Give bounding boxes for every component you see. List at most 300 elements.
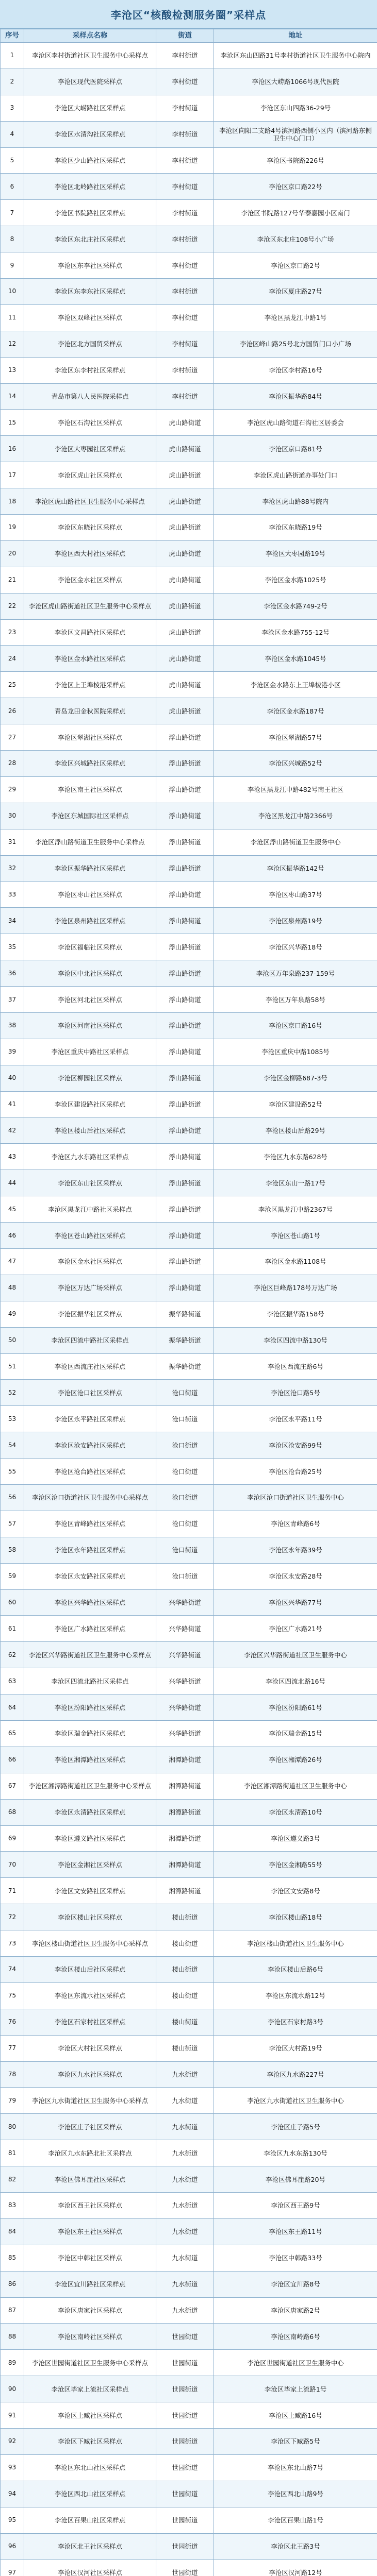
cell-index: 41 <box>1 1091 24 1117</box>
cell-address: 李沧区金水路755-12号 <box>214 619 377 646</box>
cell-index: 95 <box>1 2507 24 2533</box>
cell-index: 50 <box>1 1327 24 1353</box>
cell-index: 26 <box>1 698 24 724</box>
cell-index: 14 <box>1 383 24 410</box>
table-row <box>1 2140 377 2166</box>
cell-index: 57 <box>1 1511 24 1537</box>
table-row <box>1 1380 377 1406</box>
cell-street: 李村街道 <box>156 279 214 305</box>
table-row <box>1 410 377 436</box>
table-row <box>1 304 377 331</box>
cell-address: 李沧区翠湖路57号 <box>214 724 377 751</box>
cell-street: 振华路街道 <box>156 1353 214 1380</box>
cell-name: 青岛龙田金秋医院采样点 <box>24 698 156 724</box>
cell-street: 世园街道 <box>156 2324 214 2350</box>
cell-name: 李沧区振华路社区采样点 <box>24 855 156 882</box>
table-row <box>1 1406 377 1432</box>
cell-name: 李沧区四流北路社区采样点 <box>24 1668 156 1694</box>
cell-index: 53 <box>1 1406 24 1432</box>
cell-name: 李沧区青峰路社区采样点 <box>24 1511 156 1537</box>
cell-index: 68 <box>1 1799 24 1825</box>
cell-street: 李村街道 <box>156 174 214 200</box>
table-row <box>1 1248 377 1275</box>
cell-name: 李沧区浮山路街道卫生服务中心采样点 <box>24 829 156 855</box>
cell-index: 89 <box>1 2350 24 2376</box>
cell-name: 李沧区河南社区采样点 <box>24 1012 156 1039</box>
cell-street: 九水街道 <box>156 2218 214 2245</box>
cell-name: 李沧区中韩社区采样点 <box>24 2245 156 2271</box>
cell-index: 94 <box>1 2481 24 2507</box>
cell-index: 81 <box>1 2140 24 2166</box>
cell-name: 李沧区遵义路社区采样点 <box>24 1825 156 1852</box>
cell-address: 李沧区黑龙江中路1号 <box>214 304 377 331</box>
cell-name: 李沧区虎山路街道社区卫生服务中心采样点 <box>24 593 156 619</box>
cell-name: 李沧区金水社区采样点 <box>24 567 156 593</box>
cell-index: 12 <box>1 331 24 357</box>
table-row <box>1 1904 377 1930</box>
cell-address: 李沧区青峰路6号 <box>214 1511 377 1537</box>
cell-index: 40 <box>1 1065 24 1091</box>
cell-index: 91 <box>1 2402 24 2429</box>
cell-index: 47 <box>1 1248 24 1275</box>
table-row <box>1 2088 377 2114</box>
cell-street: 浮山路街道 <box>156 803 214 829</box>
cell-index: 33 <box>1 882 24 908</box>
cell-address: 李沧区京口路81号 <box>214 436 377 462</box>
table-row <box>1 1589 377 1616</box>
table-row <box>1 2454 377 2481</box>
cell-address: 李沧区楼山后路6号 <box>214 1957 377 1983</box>
table-row <box>1 1721 377 1747</box>
cell-address: 李沧区振华路84号 <box>214 383 377 410</box>
cell-address: 李沧区振华路142号 <box>214 855 377 882</box>
cell-address: 李沧区虎山路88号院内 <box>214 488 377 515</box>
cell-street: 兴华路街道 <box>156 1589 214 1616</box>
column-header-index: 序号 <box>1 29 24 43</box>
table-row <box>1 646 377 672</box>
cell-index: 60 <box>1 1589 24 1616</box>
cell-street: 李村街道 <box>156 331 214 357</box>
cell-street: 兴华路街道 <box>156 1721 214 1747</box>
cell-index: 22 <box>1 593 24 619</box>
cell-index: 37 <box>1 987 24 1013</box>
table-row <box>1 1065 377 1091</box>
cell-address: 李沧区沧台路25号 <box>214 1459 377 1485</box>
cell-name: 李沧区李村街道社区卫生服务中心采样点 <box>24 43 156 69</box>
table-row <box>1 1747 377 1773</box>
cell-index: 38 <box>1 1012 24 1039</box>
cell-address: 李沧区下臧路5号 <box>214 2429 377 2455</box>
cell-street: 浮山路街道 <box>156 987 214 1013</box>
cell-index: 49 <box>1 1301 24 1327</box>
cell-name: 李沧区石沟社区采样点 <box>24 410 156 436</box>
cell-street: 李村街道 <box>156 69 214 95</box>
cell-address: 李沧区湘潭路街道社区卫生服务中心 <box>214 1773 377 1799</box>
cell-address: 李沧区金水路1025号 <box>214 567 377 593</box>
cell-name: 李沧区苍山路社区采样点 <box>24 1223 156 1249</box>
cell-street: 兴华路街道 <box>156 1668 214 1694</box>
cell-index: 86 <box>1 2271 24 2297</box>
cell-name: 李沧区文安路社区采样点 <box>24 1878 156 1904</box>
table-row <box>1 515 377 541</box>
cell-name: 李沧区泉州路社区采样点 <box>24 908 156 934</box>
table-row <box>1 2193 377 2219</box>
cell-name: 李沧区西北山社区采样点 <box>24 2481 156 2507</box>
cell-address: 李沧区楼山街道社区卫生服务中心 <box>214 1930 377 1957</box>
cell-address: 李沧区永清路10号 <box>214 1799 377 1825</box>
table-row <box>1 960 377 987</box>
cell-name: 李沧区汾阳路社区采样点 <box>24 1694 156 1721</box>
page-title: 李沧区“核酸检测服务圈”采样点 <box>0 0 377 29</box>
cell-address: 李沧区四流中路130号 <box>214 1327 377 1353</box>
cell-name: 李沧区东晓社区采样点 <box>24 515 156 541</box>
cell-name: 李沧区柳园社区采样点 <box>24 1065 156 1091</box>
cell-index: 97 <box>1 2560 24 2576</box>
cell-street: 李村街道 <box>156 95 214 121</box>
cell-street: 九水街道 <box>156 2140 214 2166</box>
cell-street: 沧口街道 <box>156 1459 214 1485</box>
cell-street: 沧口街道 <box>156 1537 214 1563</box>
table-row <box>1 383 377 410</box>
table-row <box>1 2271 377 2297</box>
table-row <box>1 2324 377 2350</box>
cell-address: 李沧区大村路19号 <box>214 2035 377 2061</box>
cell-address: 李沧区遵义路3号 <box>214 1825 377 1852</box>
cell-index: 20 <box>1 540 24 567</box>
cell-name: 李沧区振华社区采样点 <box>24 1301 156 1327</box>
cell-street: 沧口街道 <box>156 1380 214 1406</box>
cell-address: 李沧区兴华路77号 <box>214 1589 377 1616</box>
cell-name: 李沧区沧安路社区采样点 <box>24 1432 156 1459</box>
table-row <box>1 1459 377 1485</box>
cell-index: 92 <box>1 2429 24 2455</box>
table-row <box>1 1353 377 1380</box>
cell-address: 李沧区东晓路19号 <box>214 515 377 541</box>
cell-street: 楼山街道 <box>156 1957 214 1983</box>
cell-address: 李沧区金水路749-2号 <box>214 593 377 619</box>
cell-address: 李沧区书院路226号 <box>214 147 377 174</box>
table-row <box>1 934 377 960</box>
table-header-row <box>1 29 377 43</box>
cell-index: 19 <box>1 515 24 541</box>
cell-address: 李沧区永平路11号 <box>214 1406 377 1432</box>
cell-name: 李沧区楼山后社区采样点 <box>24 1957 156 1983</box>
table-row <box>1 1275 377 1301</box>
cell-index: 55 <box>1 1459 24 1485</box>
cell-address: 李沧区沧口路5号 <box>214 1380 377 1406</box>
cell-index: 44 <box>1 1170 24 1196</box>
cell-address: 李沧区四流北路16号 <box>214 1668 377 1694</box>
cell-index: 54 <box>1 1432 24 1459</box>
cell-street: 李村街道 <box>156 200 214 226</box>
cell-address: 李沧区西北山路9号 <box>214 2481 377 2507</box>
cell-address: 李沧区重庆中路1085号 <box>214 1039 377 1065</box>
cell-street: 浮山路街道 <box>156 934 214 960</box>
cell-name: 李沧区九水东路社区采样点 <box>24 1144 156 1170</box>
cell-index: 29 <box>1 776 24 803</box>
cell-name: 李沧区北方国贸采样点 <box>24 331 156 357</box>
cell-name: 李沧区湘潭路社区采样点 <box>24 1747 156 1773</box>
cell-street: 九水街道 <box>156 2114 214 2140</box>
cell-address: 李沧区兴城路52号 <box>214 751 377 777</box>
cell-address: 李沧区书院路127号华泰嘉园小区南门 <box>214 200 377 226</box>
cell-street: 湘潭路街道 <box>156 1878 214 1904</box>
cell-index: 66 <box>1 1747 24 1773</box>
cell-street: 浮山路街道 <box>156 1170 214 1196</box>
cell-street: 浮山路街道 <box>156 908 214 934</box>
table-row <box>1 1012 377 1039</box>
cell-index: 87 <box>1 2297 24 2324</box>
cell-address: 李沧区苍山路1号 <box>214 1223 377 1249</box>
cell-address: 李沧区金水路1045号 <box>214 646 377 672</box>
cell-index: 48 <box>1 1275 24 1301</box>
cell-street: 浮山路街道 <box>156 855 214 882</box>
cell-street: 世园街道 <box>156 2481 214 2507</box>
cell-street: 虎山路街道 <box>156 619 214 646</box>
cell-index: 3 <box>1 95 24 121</box>
cell-street: 兴华路街道 <box>156 1616 214 1642</box>
cell-street: 世园街道 <box>156 2350 214 2376</box>
table-row <box>1 672 377 698</box>
cell-street: 楼山街道 <box>156 2009 214 2035</box>
table-row <box>1 1117 377 1144</box>
cell-index: 69 <box>1 1825 24 1852</box>
cell-name: 李沧区兴华路社区采样点 <box>24 1589 156 1616</box>
table-row <box>1 462 377 488</box>
table-row <box>1 436 377 462</box>
cell-address: 李沧区东流水路12号 <box>214 1982 377 2009</box>
cell-name: 李沧区北王社区采样点 <box>24 2533 156 2560</box>
cell-address: 李沧区大崂路1066号现代医院 <box>214 69 377 95</box>
cell-name: 李沧区庄子社区采样点 <box>24 2114 156 2140</box>
cell-address: 李沧区东山四路31号李村街道社区卫生服务中心院内 <box>214 43 377 69</box>
cell-street: 沧口街道 <box>156 1563 214 1589</box>
table-row <box>1 1484 377 1511</box>
cell-index: 77 <box>1 2035 24 2061</box>
cell-address: 李沧区金湘路55号 <box>214 1852 377 1878</box>
cell-index: 83 <box>1 2193 24 2219</box>
cell-address: 李沧区虎山路街道办事处门口 <box>214 462 377 488</box>
cell-street: 浮山路街道 <box>156 1248 214 1275</box>
cell-street: 世园街道 <box>156 2533 214 2560</box>
cell-address: 李沧区黑龙江中路482号南王社区 <box>214 776 377 803</box>
table-row <box>1 1196 377 1223</box>
cell-address: 李沧区汾阳路61号 <box>214 1694 377 1721</box>
table-row <box>1 1170 377 1196</box>
cell-address: 李沧区兴华路18号 <box>214 934 377 960</box>
cell-address: 李沧区金水路187号 <box>214 698 377 724</box>
cell-index: 80 <box>1 2114 24 2140</box>
cell-address: 李沧区汉河路12号 <box>214 2560 377 2576</box>
cell-index: 75 <box>1 1982 24 2009</box>
cell-street: 振华路街道 <box>156 1301 214 1327</box>
table-row <box>1 2114 377 2140</box>
cell-street: 湘潭路街道 <box>156 1773 214 1799</box>
cell-street: 世园街道 <box>156 2429 214 2455</box>
cell-name: 李沧区楼山社区采样点 <box>24 1904 156 1930</box>
cell-address: 李沧区唐家路2号 <box>214 2297 377 2324</box>
cell-index: 73 <box>1 1930 24 1957</box>
cell-index: 17 <box>1 462 24 488</box>
table-row <box>1 2297 377 2324</box>
cell-street: 浮山路街道 <box>156 1196 214 1223</box>
cell-index: 96 <box>1 2533 24 2560</box>
cell-name: 李沧区建设路社区采样点 <box>24 1091 156 1117</box>
cell-street: 浮山路街道 <box>156 1012 214 1039</box>
cell-address: 李沧区上臧路16号 <box>214 2402 377 2429</box>
table-row <box>1 357 377 383</box>
cell-name: 李沧区东北庄社区采样点 <box>24 226 156 252</box>
cell-street: 虎山路街道 <box>156 488 214 515</box>
cell-index: 15 <box>1 410 24 436</box>
cell-name: 李沧区九水社区采样点 <box>24 2061 156 2088</box>
cell-index: 59 <box>1 1563 24 1589</box>
cell-index: 8 <box>1 226 24 252</box>
cell-address: 李沧区枣山路37号 <box>214 882 377 908</box>
cell-street: 九水街道 <box>156 2297 214 2324</box>
cell-street: 虎山路街道 <box>156 567 214 593</box>
cell-street: 世园街道 <box>156 2376 214 2402</box>
cell-street: 湘潭路街道 <box>156 1799 214 1825</box>
cell-name: 李沧区西流庄社区采样点 <box>24 1353 156 1380</box>
cell-address: 李沧区瑞金路15号 <box>214 1721 377 1747</box>
cell-name: 李沧区东山社区采样点 <box>24 1170 156 1196</box>
table-row <box>1 882 377 908</box>
cell-name: 李沧区百果山社区采样点 <box>24 2507 156 2533</box>
cell-address: 李沧区巨峰路178号万达广场 <box>214 1275 377 1301</box>
cell-index: 56 <box>1 1484 24 1511</box>
cell-name: 李沧区东李村社区采样点 <box>24 357 156 383</box>
cell-street: 沧口街道 <box>156 1432 214 1459</box>
table-row <box>1 1039 377 1065</box>
table-row <box>1 751 377 777</box>
table-row <box>1 567 377 593</box>
cell-name: 李沧区沧口社区采样点 <box>24 1380 156 1406</box>
cell-address: 李沧区沧安路99号 <box>214 1432 377 1459</box>
table-row <box>1 2429 377 2455</box>
cell-address: 李沧区建设路52号 <box>214 1091 377 1117</box>
cell-street: 振华路街道 <box>156 1327 214 1353</box>
cell-street: 九水街道 <box>156 2061 214 2088</box>
cell-index: 9 <box>1 252 24 279</box>
cell-street: 世园街道 <box>156 2454 214 2481</box>
cell-address: 李沧区浮山路街道卫生服务中心 <box>214 829 377 855</box>
cell-index: 71 <box>1 1878 24 1904</box>
cell-street: 浮山路街道 <box>156 1223 214 1249</box>
table-row <box>1 593 377 619</box>
cell-index: 23 <box>1 619 24 646</box>
cell-address: 李沧区中韩路33号 <box>214 2245 377 2271</box>
cell-index: 24 <box>1 646 24 672</box>
cell-index: 27 <box>1 724 24 751</box>
cell-address: 李沧区九水街道社区卫生服务中心 <box>214 2088 377 2114</box>
cell-street: 浮山路街道 <box>156 1065 214 1091</box>
cell-name: 青岛市第八人民医院采样点 <box>24 383 156 410</box>
cell-address: 李沧区楼山后路29号 <box>214 1117 377 1144</box>
cell-street: 虎山路街道 <box>156 515 214 541</box>
cell-address: 李沧区东山一路17号 <box>214 1170 377 1196</box>
cell-street: 虎山路街道 <box>156 410 214 436</box>
table-row <box>1 1642 377 1668</box>
table-row <box>1 1799 377 1825</box>
table-row <box>1 2061 377 2088</box>
table-row <box>1 1957 377 1983</box>
table-row <box>1 803 377 829</box>
cell-name: 李沧区现代医院采样点 <box>24 69 156 95</box>
cell-index: 13 <box>1 357 24 383</box>
cell-name: 李沧区双峰社区采样点 <box>24 304 156 331</box>
cell-index: 36 <box>1 960 24 987</box>
cell-name: 李沧区虎山社区采样点 <box>24 462 156 488</box>
cell-address: 李沧区佛耳崖路20号 <box>214 2166 377 2193</box>
cell-street: 浮山路街道 <box>156 960 214 987</box>
cell-street: 楼山街道 <box>156 2035 214 2061</box>
table-row <box>1 987 377 1013</box>
cell-address: 李沧区毕家上流路1号 <box>214 2376 377 2402</box>
cell-index: 85 <box>1 2245 24 2271</box>
table-row <box>1 776 377 803</box>
column-header-address: 地址 <box>214 29 377 43</box>
table-row <box>1 488 377 515</box>
cell-address: 李沧区京口路22号 <box>214 174 377 200</box>
cell-street: 浮山路街道 <box>156 1144 214 1170</box>
cell-name: 李沧区东城国际社区采样点 <box>24 803 156 829</box>
cell-street: 虎山路街道 <box>156 593 214 619</box>
cell-index: 32 <box>1 855 24 882</box>
cell-index: 64 <box>1 1694 24 1721</box>
cell-street: 虎山路街道 <box>156 672 214 698</box>
table-row <box>1 1878 377 1904</box>
cell-name: 李沧区万达广场采样点 <box>24 1275 156 1301</box>
cell-address: 李沧区泉州路19号 <box>214 908 377 934</box>
cell-street: 湘潭路街道 <box>156 1747 214 1773</box>
cell-address: 李沧区百果山路1号 <box>214 2507 377 2533</box>
cell-address: 李沧区东山四路36-29号 <box>214 95 377 121</box>
table-row <box>1 1537 377 1563</box>
cell-address: 李沧区宜川路8号 <box>214 2271 377 2297</box>
cell-index: 25 <box>1 672 24 698</box>
cell-address: 李沧区九水东路130号 <box>214 2140 377 2166</box>
cell-index: 1 <box>1 43 24 69</box>
cell-index: 35 <box>1 934 24 960</box>
table-row <box>1 2035 377 2061</box>
cell-name: 李沧区东李东社区采样点 <box>24 279 156 305</box>
table-row <box>1 2166 377 2193</box>
cell-name: 李沧区宜川路社区采样点 <box>24 2271 156 2297</box>
cell-street: 九水街道 <box>156 2088 214 2114</box>
cell-name: 李沧区西大村社区采样点 <box>24 540 156 567</box>
table-row <box>1 2402 377 2429</box>
cell-address: 李沧区九水东路628号 <box>214 1144 377 1170</box>
table-row <box>1 200 377 226</box>
cell-address: 李沧区李村路16号 <box>214 357 377 383</box>
cell-address: 李沧区万年泉路237-159号 <box>214 960 377 987</box>
cell-name: 李沧区沧口街道社区卫生服务中心采样点 <box>24 1484 156 1511</box>
cell-address: 李沧区振华路158号 <box>214 1301 377 1327</box>
cell-street: 九水街道 <box>156 2166 214 2193</box>
table-row <box>1 1327 377 1353</box>
cell-name: 李沧区楼山后社区采样点 <box>24 1117 156 1144</box>
table-row <box>1 908 377 934</box>
table-row <box>1 2218 377 2245</box>
table-row <box>1 1432 377 1459</box>
table-row <box>1 1773 377 1799</box>
cell-address: 李沧区西流庄路6号 <box>214 1353 377 1380</box>
column-header-name: 采样点名称 <box>24 29 156 43</box>
cell-name: 李沧区金水社区采样点 <box>24 1248 156 1275</box>
cell-address: 李沧区东北山路7号 <box>214 2454 377 2481</box>
cell-address: 李沧区金水路1108号 <box>214 1248 377 1275</box>
